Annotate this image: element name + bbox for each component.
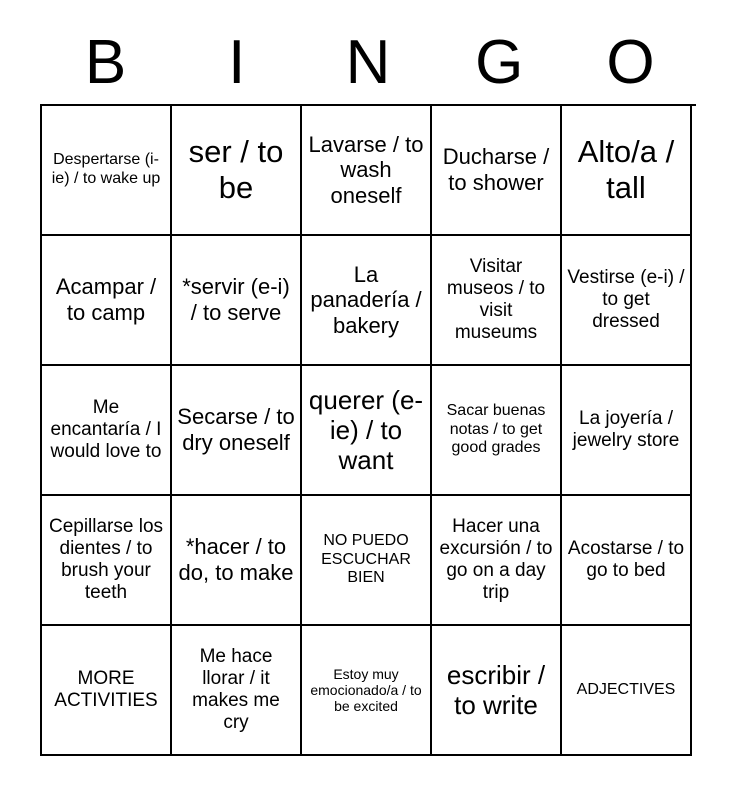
bingo-cell-text: Lavarse / to wash oneself (308, 131, 424, 208)
header-letter-o: O (606, 28, 655, 97)
bingo-cell-text: Despertarse (i-ie) / to wake up (51, 151, 161, 187)
bingo-cell[interactable] (562, 496, 692, 626)
bingo-cell-text: La panadería / bakery (310, 261, 422, 338)
bingo-cell[interactable] (302, 496, 432, 626)
header-letter-n: N (345, 28, 391, 97)
bingo-cell-text: escribir / to write (446, 659, 546, 720)
bingo-cell-text: Vestirse (e-i) / to get dressed (567, 266, 685, 333)
bingo-cell[interactable] (42, 236, 172, 366)
bingo-cell[interactable] (42, 496, 172, 626)
bingo-cell-text: ser / to be (188, 134, 284, 205)
bingo-cell[interactable] (562, 366, 692, 496)
bingo-cell[interactable] (42, 366, 172, 496)
bingo-cell-text: Me encantaría / I would love to (50, 396, 162, 463)
bingo-cell-text: Visitar museos / to visit museums (446, 255, 546, 344)
bingo-cell[interactable] (172, 236, 302, 366)
bingo-cell-text: La joyería / jewelry store (572, 407, 680, 451)
bingo-cell-text: *servir (e-i) / to serve (182, 274, 290, 325)
bingo-cell[interactable] (42, 626, 172, 756)
bingo-cell-text: Estoy muy emocionado/a / to be excited (310, 665, 422, 715)
bingo-cell[interactable] (42, 106, 172, 236)
bingo-cell-text: Alto/a / tall (577, 134, 675, 205)
bingo-cell[interactable] (302, 626, 432, 756)
bingo-cell[interactable] (172, 106, 302, 236)
bingo-cell-text: Me hace llorar / it makes me cry (192, 645, 280, 734)
bingo-cell-text: Acampar / to camp (55, 274, 157, 325)
bingo-cell-text: Secarse / to dry oneself (177, 404, 295, 455)
bingo-grid (40, 104, 696, 756)
bingo-row (42, 366, 696, 496)
bingo-cell[interactable] (172, 366, 302, 496)
bingo-row (42, 496, 696, 626)
header-letter-g: G (475, 28, 524, 97)
bingo-cell[interactable] (432, 496, 562, 626)
bingo-cell-text: querer (e-ie) / to want (308, 384, 424, 476)
bingo-cell-text: Acostarse / to go to bed (567, 537, 685, 581)
bingo-cell[interactable] (432, 366, 562, 496)
bingo-row (42, 236, 696, 366)
bingo-cell-text: MORE ACTIVITIES (54, 667, 158, 711)
bingo-cell[interactable] (172, 496, 302, 626)
bingo-header (40, 30, 696, 96)
bingo-row (42, 106, 696, 236)
bingo-cell[interactable] (302, 106, 432, 236)
header-letter-i: I (228, 28, 246, 97)
bingo-cell[interactable] (302, 236, 432, 366)
bingo-cell[interactable] (432, 236, 562, 366)
bingo-cell-text: Cepillarse los dientes / to brush your teeth (48, 515, 164, 604)
bingo-cell-text: Ducharse / to shower (442, 144, 550, 195)
bingo-row (42, 626, 696, 756)
bingo-cell-text: NO PUEDO ESCUCHAR BIEN (321, 532, 411, 587)
header-letter-b: B (84, 28, 127, 97)
bingo-cell-text: Hacer una excursión / to go on a day trip (439, 515, 553, 604)
bingo-cell[interactable] (302, 366, 432, 496)
bingo-cell-text: *hacer / to do, to make (178, 534, 294, 585)
bingo-cell[interactable] (562, 106, 692, 236)
bingo-cell[interactable] (172, 626, 302, 756)
bingo-cell[interactable] (432, 626, 562, 756)
bingo-cell[interactable] (562, 626, 692, 756)
bingo-cell[interactable] (562, 236, 692, 366)
bingo-cell[interactable] (432, 106, 562, 236)
bingo-cell-text: ADJECTIVES (576, 680, 676, 698)
bingo-cell-text: Sacar buenas notas / to get good grades (446, 402, 546, 457)
